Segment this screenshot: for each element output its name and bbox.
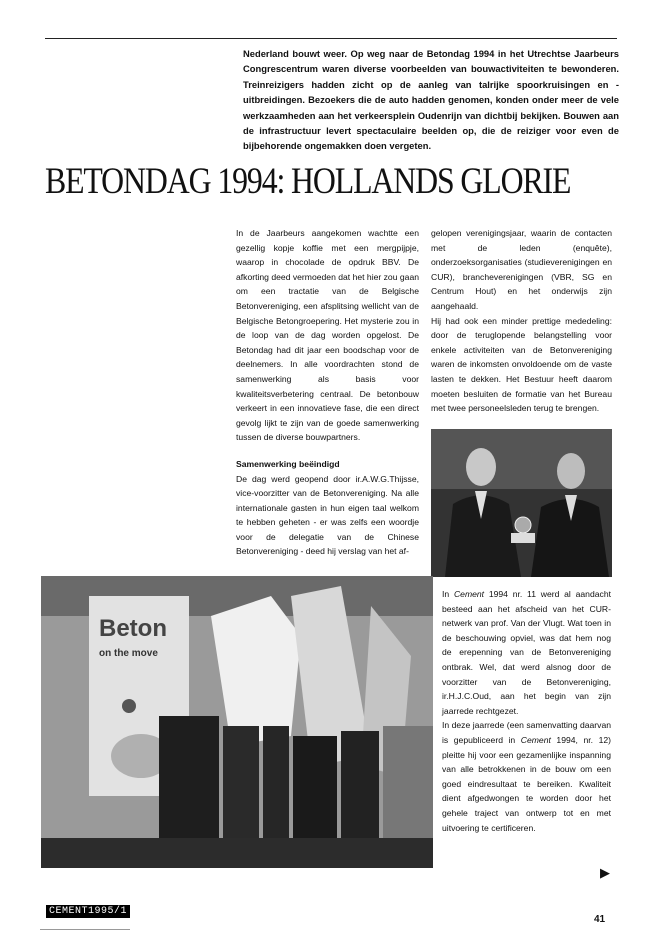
paragraph: In de Jaarbeurs aangekomen wachtte een gezellig kopje koffie met een mergpijpje, waarop in chocolade de opdruk BBV. De afkorting deed vermoeden dat het hier zou gaan om een tractatie van de Belgische Betonvereniging, een afsplitsing wellicht van de Belgische Betongroepering. Het mysterie zou in de loop van de dag worden opgelost. De Betondag had dit jaar een boodschap voor de deelnemers. In alle voordrachten stond de samenwerking als basis voor kwaliteitsverbetering centraal. De betonbouw verkeert in een innovatieve fase, die een direct gevolg lijkt te zijn van de goede samenwerking tussen de diverse bouwpartners. [236,228,419,443]
photo-exhibition-stand [41,576,433,868]
sign-beton: Beton [99,615,167,642]
intro-lead: Nederland bouwt weer. Op weg naar de Betondag 1994 in het Utrechtse Jaarbeurs Congrescentrum waren diverse voorbeelden van bouwactiviteiten te bewonderen. Treinreizigers hadden zicht op de aanleg van talrijke spoorkruisingen en -uitbreidingen. Bezoekers die de auto hadden genomen, konden onder meer de vele werkzaamheden aan het verkeersplein Oudenrijn van dichtbij bekijken. Bouwen aan de infrastructuur levert spectaculaire beelden op, die de reiziger voor even de bijbehorende ongemakken doen vergeten. [243,48,619,152]
continue-arrow-icon: ▶ [600,865,610,880]
paragraph: In deze jaarrede (een samenvatting daarvan is gepubliceerd in Cement 1994, nr. 12) pleitte hij voor een gezamenlijke inspanning van alle betrokkenen in de bouw om een goed eindresultaat te bereiken. Kwaliteit dient afgedwongen te worden door het gehele traject van ontwerp tot en met uitvoering te certificeren. [442,720,611,833]
photo-exhibition-stand-image [41,576,433,868]
top-rule [45,38,617,39]
paragraph: In Cement 1994 nr. 11 werd al aandacht besteed aan het afscheid van het CUR-netwerk van prof. Van der Vlugt. Wat toen in de beschouwing opviel, was dat hem nog de erepenning van de Betonvereniging ontbrak. Wel, dat werd alsnog door de voorzitter van de Betonvereniging, ir.H.J.C.Oud, aan het begin van zijn jaarrede rechtgezet. [442,589,611,716]
column-2 [431,226,612,416]
footer-rule [40,929,130,930]
footer-journal-label: CEMENT1995/1 [46,905,130,918]
column-1 [236,226,419,559]
photo-award-handover [431,429,612,577]
paragraph: gelopen verenigingsjaar, waarin de contacten met de leden (enquête), onderzoeksorganisaties (studieverenigingen en CUR), brancheverenigingen (VBR, SG en Centrum Hout) en het onderwijs zijn aangehaald. [431,228,612,311]
sign-on-the-move: on the move [99,648,158,659]
photo-award-handover-image [431,429,612,577]
paragraph: Hij had ook een minder prettige mededeling: door de teruglopende belangstelling voor enkele activiteiten van de Betonvereniging waren de inkomsten onvoldoende om de vaste lasten te dekken. Het Bestuur heeft daarom moeten besluiten de formatie van het Bureau met twee personeelsleden terug te brengen. [431,315,612,414]
paragraph: De dag werd geopend door ir.A.W.G.Thijsse, vice-voorzitter van de Betonvereniging. Na alle internationale gasten in hun eigen taal welkom te hebben geheten - er was zelfs een woordje voor de delegatie van de Chinese Betonvereniging - deed hij verslag van het af- [236,473,419,557]
article-title: BETONDAG 1994: HOLLANDS GLORIE [45,161,571,202]
page-number: 41 [594,914,606,925]
column-3 [442,587,611,835]
subheading: Samenwerking beëindigd [236,458,340,469]
